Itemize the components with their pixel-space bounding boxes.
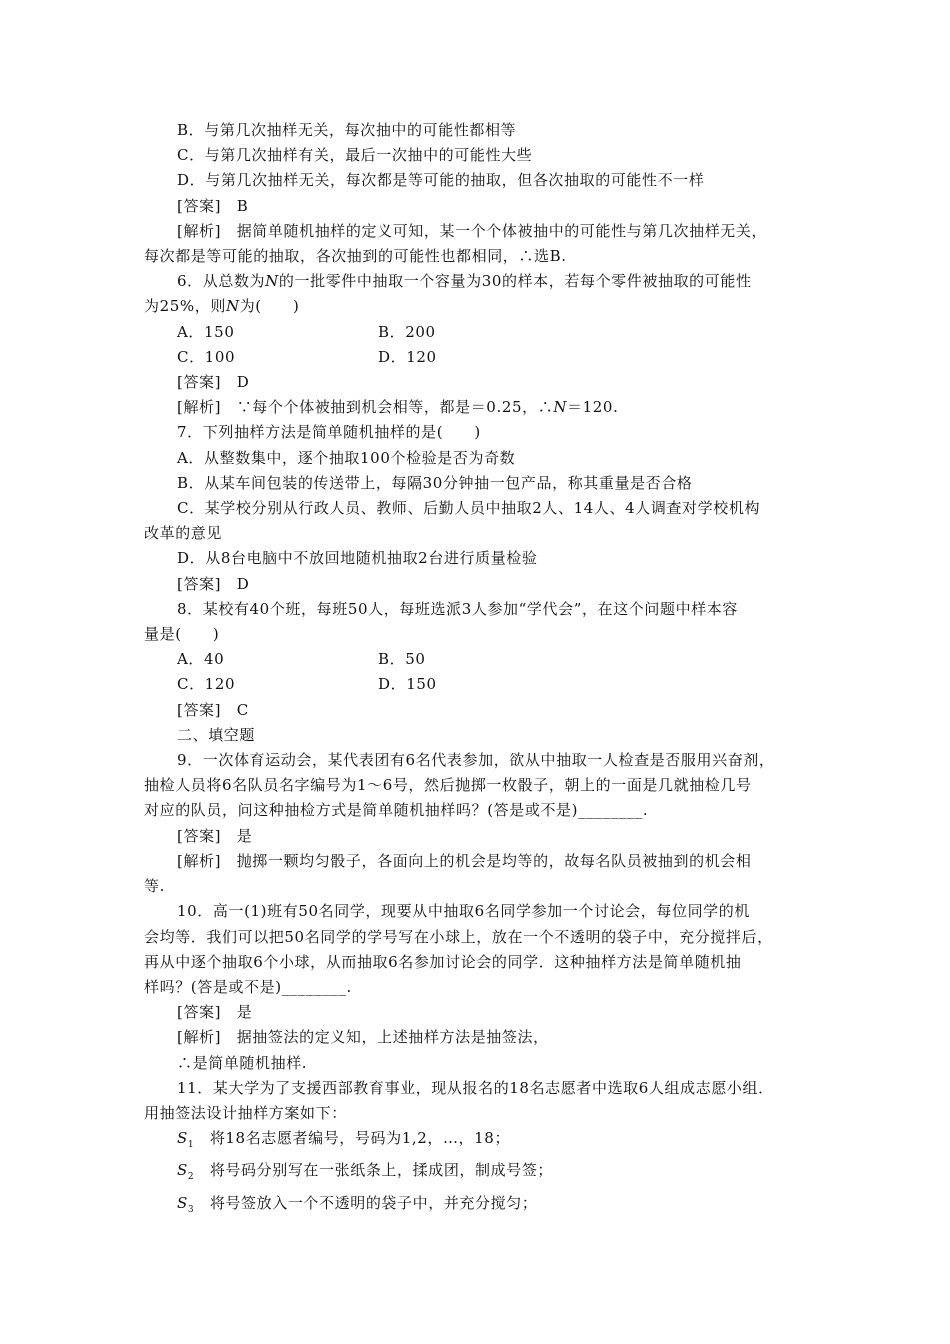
step-s3-label — [177, 1193, 195, 1215]
answer-10: [答案] 是 — [177, 1003, 253, 1022]
q6-var-n2: N — [225, 297, 240, 316]
document-body — [144, 118, 816, 1223]
step-s2 — [144, 1158, 816, 1190]
q6-text-d: 为( ) — [239, 297, 300, 316]
explanation-9-line2: 等. — [144, 877, 165, 896]
step-s3-subscript: 3 — [187, 1204, 195, 1215]
option-8c: C．120 — [177, 675, 236, 694]
explanation-10-line2: ∴是简单随机抽样. — [177, 1053, 308, 1072]
question-8-line1: 8．某校有40个班，每班50人，每班选派3人参加“学代会”，在这个问题中样本容 — [177, 599, 739, 618]
answer-9: [答案] 是 — [177, 826, 253, 845]
option-6a: A．150 — [177, 322, 235, 341]
options-8-row1 — [144, 647, 816, 672]
q6-text-b: 的一批零件中抽取一个容量为30的样本，若每个零件被抽取的可能性 — [278, 272, 752, 291]
explanation-10-line1: [解析] 据抽签法的定义知，上述抽样方法是抽签法， — [177, 1028, 549, 1047]
option-7c-line2: 改革的意见 — [144, 524, 223, 543]
question-9-line3: 对应的队员，问这种抽检方式是简单随机抽样吗？(答是或不是)________. — [144, 801, 649, 820]
option-8b: B．50 — [378, 650, 426, 669]
explanation-9-line1: [解析] 抛掷一颗均匀骰子，各面向上的机会是均等的，故每名队员被抽到的机会相 — [177, 851, 752, 870]
option-6b: B．200 — [378, 322, 436, 341]
question-10-line2: 会均等．我们可以把50名同学的学号写在小球上，放在一个不透明的袋子中，充分搅拌后， — [144, 927, 773, 946]
question-8-line2: 量是( ) — [144, 625, 220, 644]
question-6-line2 — [144, 294, 816, 319]
j6-text-b: ＝120. — [567, 398, 619, 417]
step-s3-letter: S — [177, 1193, 188, 1212]
question-7: 7．下列抽样方法是简单随机抽样的是( ) — [177, 423, 481, 442]
step-s1-letter: S — [177, 1129, 188, 1148]
option-8d: D．150 — [378, 675, 437, 694]
question-9-line1: 9．一次体育运动会，某代表团有6名代表参加，欲从中抽取一人检查是否服用兴奋剂， — [177, 751, 775, 770]
step-s1 — [144, 1126, 816, 1158]
step-s3 — [144, 1191, 816, 1223]
option-7c-line1: C．某学校分别从行政人员、教师、后勤人员中抽取2人、14人、4人调查对学校机构 — [177, 499, 761, 518]
option-7b: B．从某车间包装的传送带上，每隔30分钟抽一包产品，称其重量是否合格 — [177, 473, 693, 492]
explanation-6 — [144, 395, 816, 420]
option-8a: A．40 — [177, 650, 225, 669]
option-5d: D．与第几次抽样无关，每次都是等可能的抽取，但各次抽取的可能性不一样 — [177, 171, 705, 190]
j6-text-a: [解析] ∵每个个体被抽到机会相等，都是＝0.25，∴ — [177, 398, 554, 417]
question-11-line2: 用抽签法设计抽样方案如下： — [144, 1103, 347, 1122]
answer-7: [答案] D — [177, 574, 250, 593]
question-10-line1: 10．高一(1)班有50名同学，现要从中抽取6名同学参加一个讨论会，每位同学的机 — [177, 902, 750, 921]
answer-5: [答案] B — [177, 196, 249, 215]
step-s1-label — [177, 1129, 195, 1151]
explanation-5-line2: 每次都是等可能的抽取，各次抽到的可能性也都相同，∴选B. — [144, 247, 567, 266]
option-6d: D．120 — [378, 347, 437, 366]
options-6-row1 — [144, 320, 816, 345]
options-6-row2 — [144, 345, 816, 370]
step-s2-text: 将号码分别写在一张纸条上，揉成团，制成号签； — [194, 1161, 554, 1180]
option-5b: B．与第几次抽样无关，每次抽中的可能性都相等 — [177, 121, 517, 139]
step-s2-subscript: 2 — [187, 1172, 195, 1183]
step-s2-label — [177, 1161, 195, 1183]
q6-var-n: N — [265, 272, 279, 291]
option-5c: C．与第几次抽样有关，最后一次抽中的可能性大些 — [177, 146, 533, 165]
question-11-line1: 11．某大学为了支援西部教育事业，现从报名的18名志愿者中选取6人组成志愿小组． — [177, 1078, 774, 1097]
question-6-line1 — [144, 269, 816, 294]
option-6c: C．100 — [177, 347, 236, 366]
question-9-line2: 抽检人员将6名队员名字编号为1～6号，然后抛掷一枚骰子，朝上的一面是几就抽检几号 — [144, 776, 752, 795]
step-s1-text: 将18名志愿者编号，号码为1,2，…，18； — [194, 1129, 511, 1148]
q6-text-a: 6．从总数为 — [177, 272, 266, 291]
answer-8: [答案] C — [177, 700, 249, 719]
answer-6: [答案] D — [177, 373, 250, 392]
j6-var-n: N — [553, 398, 568, 417]
option-7d: D．从8台电脑中不放回地随机抽取2台进行质量检验 — [177, 549, 538, 568]
question-10-line3: 再从中逐个抽取6个小球，从而抽取6名参加讨论会的同学．这种抽样方法是简单随机抽 — [144, 952, 742, 971]
question-10-line4: 样吗？(答是或不是)________. — [144, 977, 352, 996]
section-heading-fill-in: 二、填空题 — [177, 725, 256, 744]
option-7a: A．从整数集中，逐个抽取100个检验是否为奇数 — [177, 448, 516, 467]
explanation-5-line1: [解析] 据简单随机抽样的定义可知，某一个个体被抽中的可能性与第几次抽样无关， — [177, 221, 768, 240]
step-s2-letter: S — [177, 1161, 188, 1180]
step-s1-subscript: 1 — [187, 1140, 195, 1151]
options-8-row2 — [144, 672, 816, 697]
step-s3-text: 将号签放入一个不透明的袋子中，并充分搅匀； — [194, 1193, 538, 1212]
q6-text-c: 为25%，则 — [144, 297, 226, 316]
